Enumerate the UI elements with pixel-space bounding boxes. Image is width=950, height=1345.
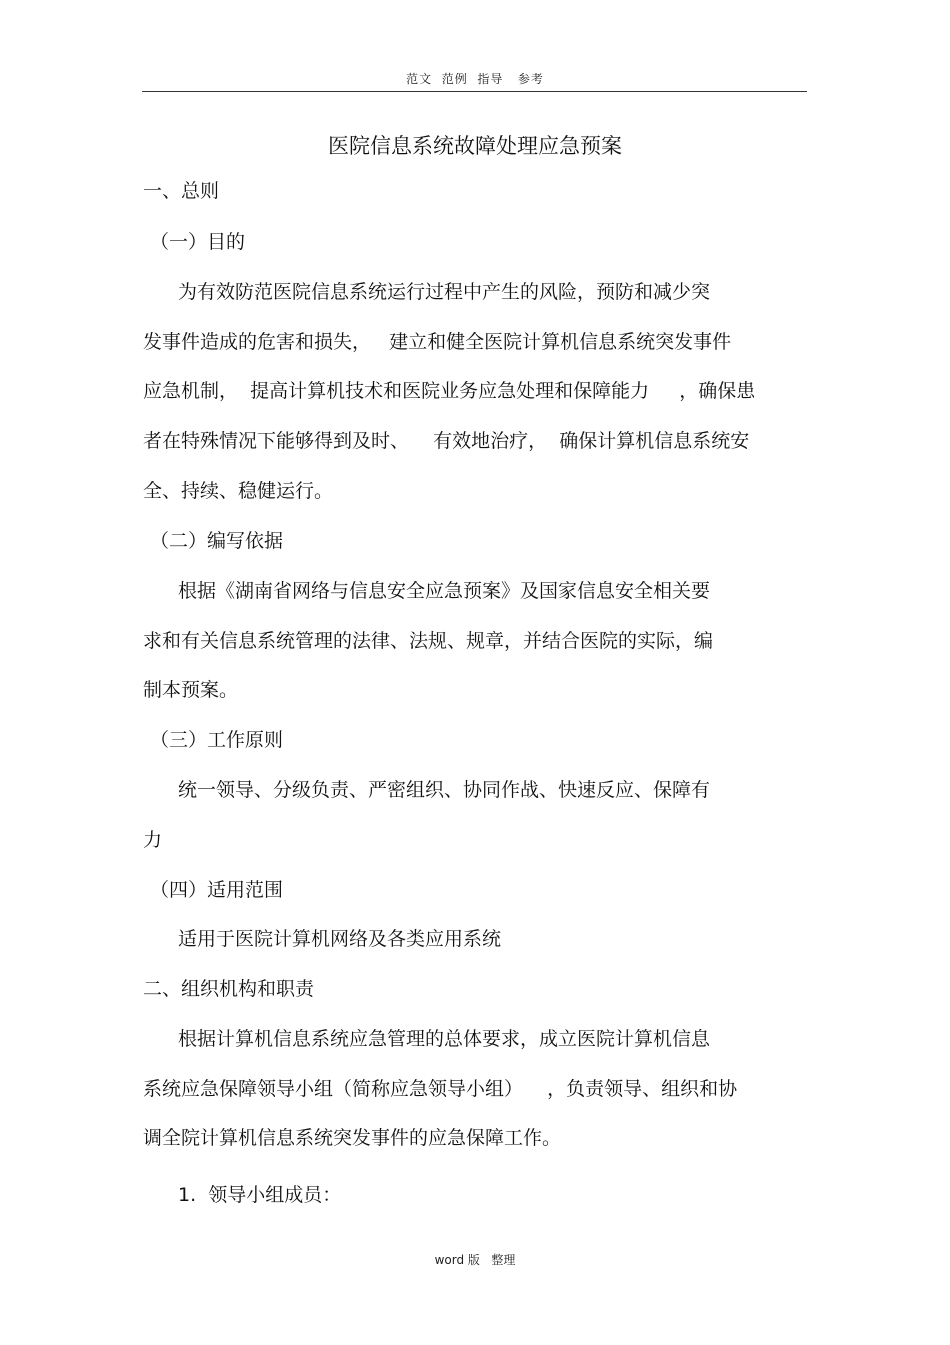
- paragraph-line: 适用于医院计算机网络及各类应用系统: [178, 928, 502, 950]
- paragraph-line: 求和有关信息系统管理的法律、法规、规章，并结合医院的实际，编: [143, 630, 714, 652]
- page-header: 范文 范例 指导 参考: [406, 72, 544, 86]
- paragraph-line: 制本预案。: [143, 679, 239, 701]
- document-title: 医院信息系统故障处理应急预案: [328, 134, 622, 158]
- paragraph-line: 力: [143, 829, 163, 851]
- paragraph-line: 为有效防范医院信息系统运行过程中产生的风险，预防和减少突: [178, 281, 711, 303]
- header-divider: [142, 91, 807, 92]
- page-footer: word 版 整理: [434, 1253, 516, 1267]
- section-heading: 二、组织机构和职责: [143, 978, 315, 1000]
- paragraph-line: 者在特殊情况下能够得到及时、 有效地治疗， 确保计算机信息系统安: [143, 430, 750, 452]
- paragraph-line: 应急机制， 提高计算机技术和医院业务应急处理和保障能力 ，确保患: [143, 380, 756, 402]
- subsection-heading: （三）工作原则: [150, 729, 284, 751]
- subsection-heading: （二）编写依据: [150, 530, 284, 552]
- paragraph-line: 调全院计算机信息系统突发事件的应急保障工作。: [143, 1127, 562, 1149]
- list-item: 1. 领导小组成员：: [178, 1184, 342, 1206]
- paragraph-line: 根据计算机信息系统应急管理的总体要求，成立医院计算机信息: [178, 1028, 711, 1050]
- paragraph-line: 系统应急保障领导小组（简称应急领导小组） ，负责领导、组织和协: [143, 1078, 738, 1100]
- subsection-heading: （一）目的: [150, 231, 246, 253]
- paragraph-line: 根据《湖南省网络与信息安全应急预案》及国家信息安全相关要: [178, 580, 711, 602]
- paragraph-line: 全、持续、稳健运行。: [143, 480, 334, 502]
- subsection-heading: （四）适用范围: [150, 879, 284, 901]
- paragraph-line: 统一领导、分级负责、严密组织、协同作战、快速反应、保障有: [178, 779, 711, 801]
- section-heading: 一、总则: [143, 180, 220, 202]
- paragraph-line: 发事件造成的危害和损失， 建立和健全医院计算机信息系统突发事件: [143, 331, 732, 353]
